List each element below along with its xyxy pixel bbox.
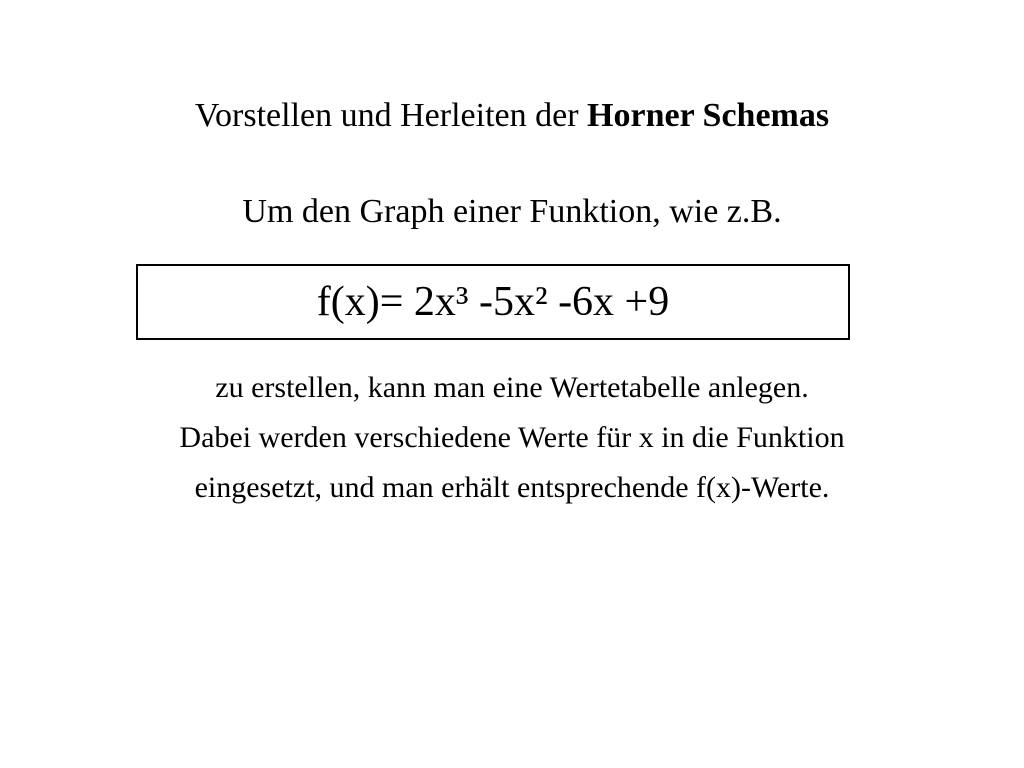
title-plain-text: Vorstellen und Herleiten der [194,97,588,134]
body-line-1: zu erstellen, kann man eine Wertetabelle anlegen. [215,371,809,404]
title-bold-text: Horner Schemas [587,97,830,134]
slide-title [0,94,1024,138]
formula-box [136,264,850,340]
intro-text: Um den Graph einer Funktion, wie z.B. [242,193,782,230]
body-text [0,365,1024,515]
body-line-3: eingesetzt, und man erhält entsprechende f(x)-Werte. [194,471,830,504]
formula-text: f(x)= 2x³ -5x² -6x +9 [316,279,670,325]
body-line-2: Dabei werden verschiedene Werte für x in die Funktion [179,421,845,454]
